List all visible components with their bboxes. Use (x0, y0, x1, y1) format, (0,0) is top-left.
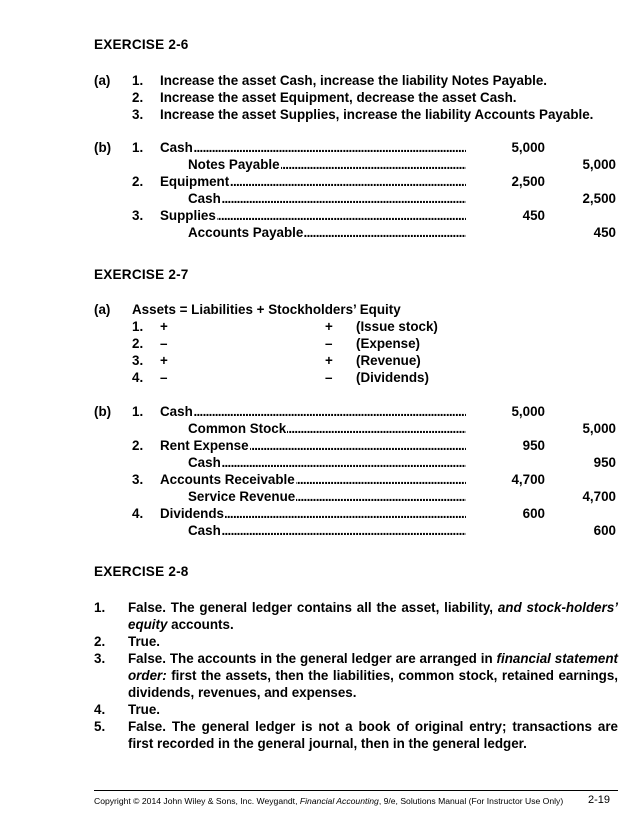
row-number: 4. (132, 370, 144, 385)
debit-account: Accounts Receivable (160, 472, 295, 487)
entry-number: 1. (132, 140, 144, 155)
journal-debit-line (160, 173, 466, 190)
effect-note: (Issue stock) (356, 319, 438, 334)
entry-number: 1. (132, 404, 144, 419)
item-number: 2. (94, 634, 106, 649)
credit-account: Cash (188, 523, 221, 538)
journal-debit-line (160, 139, 466, 156)
answer-emphasis: and stock-holders’ equity (128, 600, 618, 632)
debit-account: Equipment (160, 174, 230, 189)
item-number: 2. (132, 90, 144, 105)
entry-number: 2. (132, 174, 144, 189)
journal-debit-line (160, 471, 466, 488)
debit-amount: 2,500 (511, 174, 545, 189)
journal-credit-line (188, 454, 466, 471)
entry-number: 3. (132, 472, 144, 487)
credit-account: Service Revenue (188, 489, 296, 504)
credit-amount: 600 (593, 523, 616, 538)
answer-emphasis: financial statement order: (128, 651, 619, 683)
answer-text (128, 701, 618, 718)
assets-effect: + (160, 319, 168, 334)
assets-effect: – (160, 336, 168, 351)
answer-text (128, 633, 618, 650)
assets-effect: – (160, 370, 168, 385)
credit-amount: 4,700 (582, 489, 616, 504)
equity-effect: + (325, 319, 333, 334)
credit-account: Common Stock (188, 421, 287, 436)
copyright-footer (94, 796, 563, 806)
credit-amount: 2,500 (582, 191, 616, 206)
debit-account: Cash (160, 140, 193, 155)
copyright-text: , 9/e, Solutions Manual (For Instructor Use Only) (378, 796, 564, 806)
row-number: 3. (132, 353, 144, 368)
journal-debit-line (160, 403, 466, 420)
item-number: 1. (94, 600, 106, 615)
answer-text (128, 718, 618, 752)
accounting-equation: Assets = Liabilities + Stockholders’ Equity (132, 302, 401, 317)
credit-account: Notes Payable (188, 157, 280, 172)
book-title: Financial Accounting (299, 796, 379, 806)
answer-text-part: False. The general ledger contains all the asset, liability, (128, 600, 498, 615)
assets-effect: + (160, 353, 168, 368)
row-number: 2. (132, 336, 144, 351)
item-number: 5. (94, 719, 106, 734)
credit-amount: 950 (593, 455, 616, 470)
credit-account: Accounts Payable (188, 225, 304, 240)
answer-text-part: accounts. (167, 617, 234, 632)
equity-effect: – (325, 336, 333, 351)
item-text: Increase the asset Cash, increase the liability Notes Payable. (160, 73, 548, 88)
equity-effect: – (325, 370, 333, 385)
answer-text-part: True. (128, 634, 160, 649)
answer-text-part: False. The general ledger is not a book of original entry; transactions are first recorded in the general journal, then in the general ledger. (128, 719, 618, 751)
journal-debit-line (160, 437, 466, 454)
credit-amount: 5,000 (582, 157, 616, 172)
item-number: 1. (132, 73, 144, 88)
item-number: 3. (94, 651, 106, 666)
credit-amount: 5,000 (582, 421, 616, 436)
item-number: 3. (132, 107, 144, 122)
part-a-label: (a) (94, 302, 111, 317)
part-a-label: (a) (94, 73, 111, 88)
debit-amount: 600 (522, 506, 545, 521)
entry-number: 2. (132, 438, 144, 453)
journal-debit-line (160, 207, 466, 224)
credit-account: Cash (188, 191, 221, 206)
debit-amount: 950 (522, 438, 545, 453)
journal-credit-line (188, 420, 466, 437)
item-number: 4. (94, 702, 106, 717)
answer-text (128, 599, 618, 633)
debit-account: Rent Expense (160, 438, 249, 453)
credit-amount: 450 (593, 225, 616, 240)
answer-text (128, 650, 618, 701)
footer-rule (94, 790, 618, 791)
debit-account: Cash (160, 404, 193, 419)
credit-account: Cash (188, 455, 221, 470)
row-number: 1. (132, 319, 144, 334)
answer-text-part: True. (128, 702, 160, 717)
effect-note: (Dividends) (356, 370, 429, 385)
debit-account: Dividends (160, 506, 224, 521)
item-text: Increase the asset Supplies, increase the liability Accounts Payable. (160, 107, 594, 122)
exercise-2-8-title: EXERCISE 2-8 (94, 564, 189, 579)
entry-number: 3. (132, 208, 144, 223)
copyright-text: Copyright © 2014 John Wiley & Sons, Inc. Weygandt, (94, 796, 300, 806)
debit-amount: 4,700 (511, 472, 545, 487)
debit-account: Supplies (160, 208, 216, 223)
part-b-label: (b) (94, 404, 112, 419)
entry-number: 4. (132, 506, 144, 521)
journal-debit-line (160, 505, 466, 522)
effect-note: (Expense) (356, 336, 420, 351)
journal-credit-line (188, 224, 466, 241)
exercise-2-6-title: EXERCISE 2-6 (94, 37, 189, 52)
journal-credit-line (188, 190, 466, 207)
debit-amount: 5,000 (511, 140, 545, 155)
journal-credit-line (188, 156, 466, 173)
journal-credit-line (188, 488, 466, 505)
debit-amount: 450 (522, 208, 545, 223)
answer-text-part: False. The accounts in the general ledger are arranged in (128, 651, 497, 666)
journal-credit-line (188, 522, 466, 539)
effect-note: (Revenue) (356, 353, 421, 368)
page-number: 2-19 (588, 794, 611, 806)
answer-text-part: first the assets, then the liabilities, common stock, retained earnings, dividends, revenues, and expenses. (128, 668, 618, 700)
item-text: Increase the asset Equipment, decrease the asset Cash. (160, 90, 517, 105)
debit-amount: 5,000 (511, 404, 545, 419)
equity-effect: + (325, 353, 333, 368)
part-b-label: (b) (94, 140, 112, 155)
exercise-2-7-title: EXERCISE 2-7 (94, 267, 189, 282)
